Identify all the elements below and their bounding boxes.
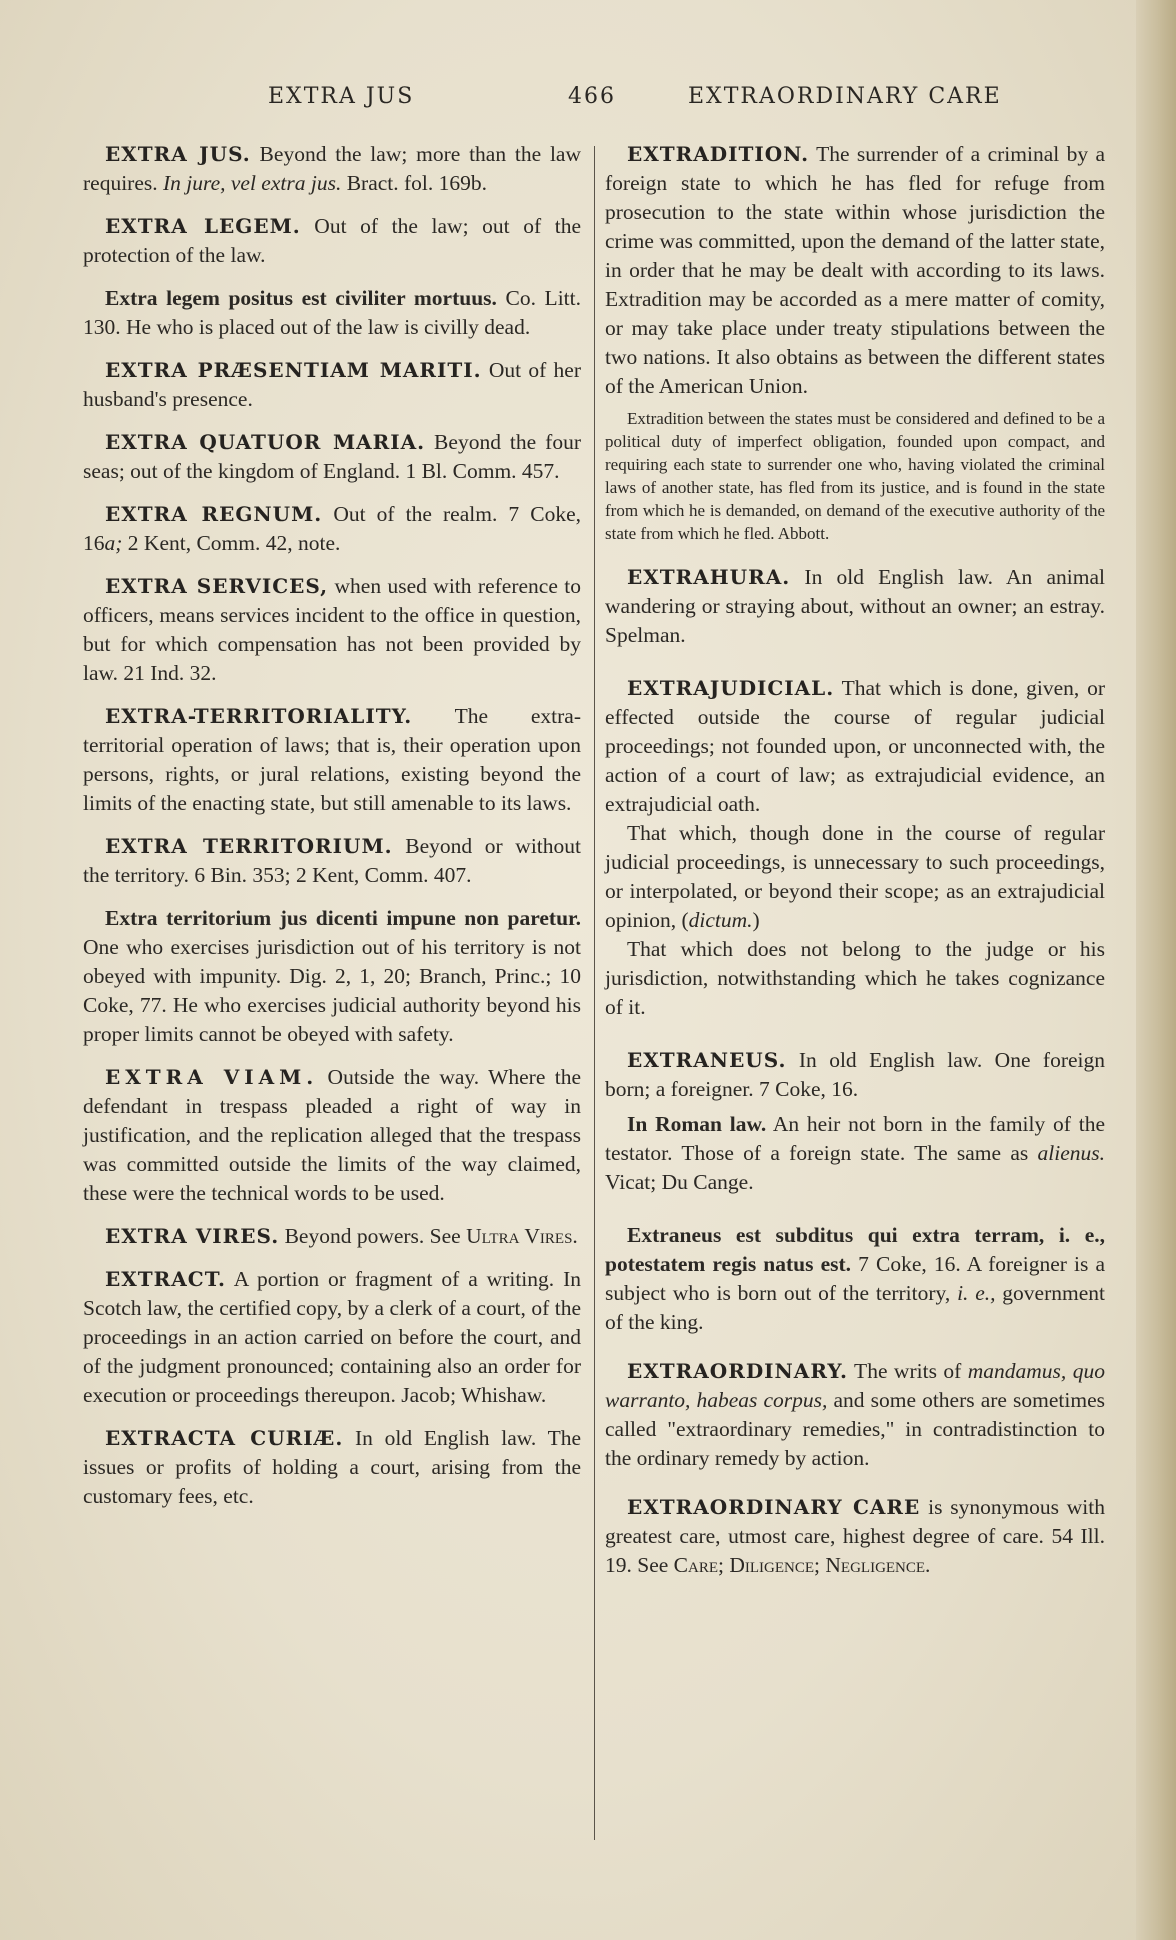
citation-text: Bract. fol. 169b. xyxy=(341,171,488,195)
definition-text: Beyond powers. See xyxy=(279,1224,467,1248)
entry-extra-territorium xyxy=(83,832,581,890)
definition-text: Out of her husband's presence. xyxy=(83,358,581,411)
definition-text: and some others are sometimes called "extraordinary remedies," in contradistinction to the ordinary remedy by action. xyxy=(605,1388,1105,1470)
maxim-text: Extraneus est subditus qui extra terram, i. e., potestatem regis natus est. xyxy=(605,1223,1105,1276)
definition-text: when used with reference to officers, means services incident to the office in question, but for which compensation has not been provided by law. 21 Ind. 32. xyxy=(83,574,581,685)
subheading: In Roman law. xyxy=(627,1112,767,1136)
headword: EXTRA QUATUOR MARIA. xyxy=(105,430,426,454)
right-column xyxy=(605,140,1105,1594)
definition-text: Beyond the law; more than the law requires. xyxy=(83,142,581,195)
definition-text: Beyond or without the territory. 6 Bin. 353; 2 Kent, Comm. 407. xyxy=(83,834,582,887)
definition-text: Co. Litt. 130. He who is placed out of the law is civilly dead. xyxy=(83,286,581,339)
definition-text: Out of the law; out of the protection of the law. xyxy=(83,214,581,267)
italic-text: mandamus, quo warranto, habeas corpus, xyxy=(605,1359,1105,1412)
definition-text: In old English law. An animal wandering or straying about, without an owner; an estray. Spelman. xyxy=(605,565,1105,647)
entry-extra-legem xyxy=(83,212,581,270)
maxim-text: Extra legem positus est civiliter mortuus. xyxy=(105,286,497,310)
header-left-guide-word: EXTRA JUS xyxy=(268,84,415,109)
headword: EXTRA PRÆSENTIAM MARITI. xyxy=(105,358,482,382)
entry-extra-regnum xyxy=(83,500,581,558)
entry-extraordinary xyxy=(605,1357,1105,1473)
definition-text: One who exercises jurisdiction out of his territory is not obeyed with impunity. Dig. 2, 1, 20; Branch, Princ.; 10 Coke, 77. He who exercises judicial authority beyond his proper limits cannot be obeyed with safety. xyxy=(83,935,581,1046)
column-divider xyxy=(594,146,595,1840)
italic-text: dictum. xyxy=(688,908,753,932)
definition-text: The surrender of a criminal by a foreign state to which he has fled for refuge from prosecution to the state within whose jurisdiction the crime was committed, upon the demand of the latter state, in order that he may be dealt with according to its laws. Extradition may be accorded as a mere matter of comity, or may take place under treaty stipulations between the two nations. It also obtains as between the different states of the American Union. xyxy=(605,142,1105,398)
entry-extra-viam xyxy=(83,1063,581,1208)
headword: EXTRA TERRITORIUM. xyxy=(105,834,393,858)
maxim-text: Extra territorium jus dicenti impune non paretur. xyxy=(105,906,581,930)
extrajudicial-paragraph-3: That which does not belong to the judge or his jurisdiction, notwithstanding which he takes cognizance of it. xyxy=(605,937,1105,1019)
italic-text: i. e., xyxy=(957,1281,996,1305)
definition-text: That which is done, given, or effected outside the course of regular judicial proceedings; not founded upon, or unconnected with, the action of a court of law; as extrajudicial evidence, an extrajudicial oath. xyxy=(605,676,1105,816)
definition-text: Outside the way. Where the defendant in trespass pleaded a right of way in justification, and the replication alleged that the trespass was committed outside the limits of the way claimed, these were the technical words to be used. xyxy=(83,1065,581,1205)
definition-text: The writs of xyxy=(848,1359,968,1383)
definition-text: The extra-territorial operation of laws; that is, their operation upon persons, rights, or jural relations, existing beyond the limits of the enacting state, but still amenable to its laws. xyxy=(83,704,581,815)
entry-extra-territoriality xyxy=(83,702,581,818)
definition-text: Beyond the four seas; out of the kingdom of England. 1 Bl. Comm. 457. xyxy=(83,430,581,483)
running-header xyxy=(0,84,1136,120)
entry-extracta-curiae xyxy=(83,1424,581,1511)
entry-extract xyxy=(83,1265,581,1410)
extrajudicial-paragraph-2 xyxy=(605,819,1105,935)
headword: EXTRA-TERRITORIALITY. xyxy=(105,704,413,728)
entry-extra-vires xyxy=(83,1222,581,1251)
headword: EXTRA JUS. xyxy=(105,142,251,166)
headword: EXTRA VIAM. xyxy=(105,1065,319,1089)
headword: EXTRANEUS. xyxy=(627,1048,787,1072)
definition-text: 7 Coke, 16. A foreigner is a subject who is born out of the territory, xyxy=(605,1252,1105,1305)
entry-extraordinary-care xyxy=(605,1493,1105,1580)
entry-extradition xyxy=(605,140,1105,401)
definition-text: A portion or fragment of a writing. In Scotch law, the certified copy, by a clerk of a court, of the proceedings in an action carried on before the court, and of the judgment pronounced; containing also an order for execution or proceedings thereupon. Jacob; Whishaw. xyxy=(83,1267,581,1407)
definition-text: An heir not born in the family of the testator. Those of a foreign state. The same as xyxy=(605,1112,1105,1165)
entry-extra-services xyxy=(83,572,581,688)
page-number: 466 xyxy=(568,84,616,109)
definition-text: Vicat; Du Cange. xyxy=(605,1170,754,1194)
header-right-guide-word: EXTRAORDINARY CARE xyxy=(688,84,1002,109)
definition-text: In old English law. One foreign born; a foreigner. 7 Coke, 16. xyxy=(605,1048,1105,1101)
headword: EXTRA SERVICES, xyxy=(105,574,329,598)
definition-text: is synonymous with greatest care, utmost care, highest degree of care. 54 Ill. 19. See xyxy=(605,1495,1105,1577)
book-page-edge xyxy=(1136,0,1176,1940)
headword: EXTRADITION. xyxy=(627,142,810,166)
left-column xyxy=(83,140,581,1525)
maxim-extraneus-est-subditus xyxy=(605,1221,1105,1337)
definition-text: government of the king. xyxy=(605,1281,1105,1334)
maxim-extra-territorium-jus xyxy=(83,904,581,1049)
definition-text: Out of the realm. 7 Coke, 16 xyxy=(83,502,581,555)
headword: EXTRACTA CURIÆ. xyxy=(105,1426,344,1450)
italic-text: a; xyxy=(104,531,123,555)
citation-text: 2 Kent, Comm. 42, note. xyxy=(122,531,341,555)
headword: EXTRAHURA. xyxy=(627,565,791,589)
extradition-note: Extradition between the states must be considered and defined to be a political duty of imperfect obligation, founded upon compact, and requiring each state to surrender one who, having violated the criminal laws of another state, has fled from its justice, and is found in the state from which he is demanded, on demand of the executive authority of the state from which he fled. Abbott. xyxy=(605,409,1105,543)
cross-reference: Care; Diligence; Negligence. xyxy=(673,1553,931,1577)
entry-extra-praesentiam-mariti xyxy=(83,356,581,414)
headword: EXTRA LEGEM. xyxy=(105,214,301,238)
extraneus-roman-law xyxy=(605,1110,1105,1197)
definition-text: In old English law. The issues or profits of holding a court, arising from the customary fees, etc. xyxy=(83,1426,582,1508)
entry-extrahura xyxy=(605,563,1105,650)
definition-text: ) xyxy=(752,908,760,932)
maxim-extra-legem-positus xyxy=(83,284,581,342)
italic-text: alienus. xyxy=(1037,1141,1105,1165)
latin-phrase: In jure, vel extra jus. xyxy=(163,171,342,195)
headword: EXTRAJUDICIAL. xyxy=(627,676,835,700)
headword: EXTRA REGNUM. xyxy=(105,502,323,526)
entry-extra-jus xyxy=(83,140,581,198)
headword: EXTRA VIRES. xyxy=(105,1224,280,1248)
cross-reference: Ultra Vires. xyxy=(466,1224,578,1248)
entry-extraneus xyxy=(605,1046,1105,1104)
headword: EXTRAORDINARY CARE xyxy=(627,1495,921,1519)
definition-text: That which, though done in the course of regular judicial proceedings, is unnecessary to such proceedings, or interpolated, or beyond their scope; as an extrajudicial opinion, ( xyxy=(605,821,1105,932)
entry-extrajudicial xyxy=(605,674,1105,819)
headword: EXTRACT. xyxy=(105,1267,226,1291)
entry-extra-quatuor-maria xyxy=(83,428,581,486)
headword: EXTRAORDINARY. xyxy=(627,1359,848,1383)
